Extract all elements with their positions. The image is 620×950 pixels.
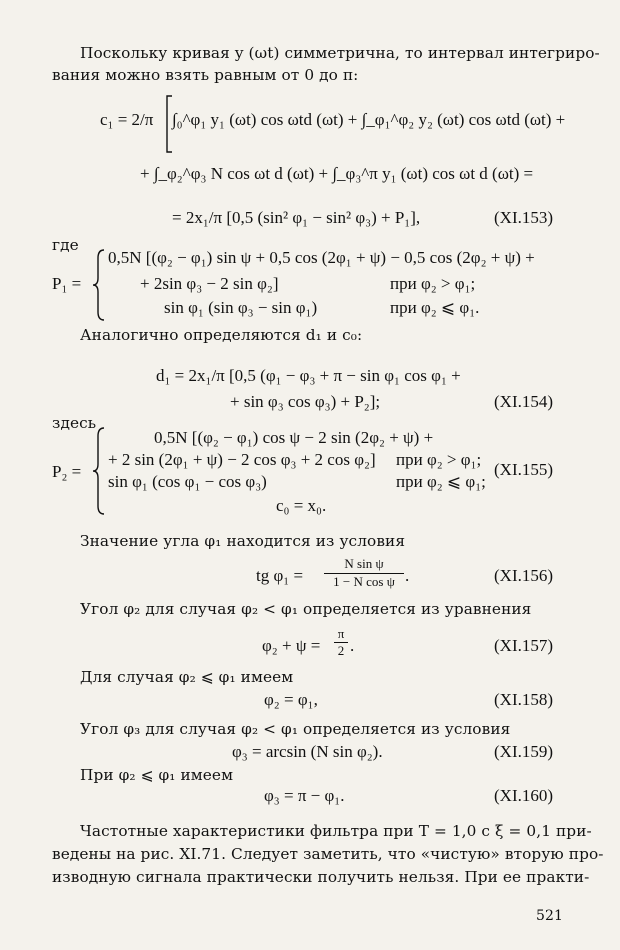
- eq155-number: (XI.155): [494, 460, 554, 479]
- eq156-lhs: tg φ₁ =: [256, 566, 304, 585]
- intro-line-2: вания можно взять равным от 0 до π:: [52, 66, 359, 84]
- eq159-body: φ₃ = arcsin (N sin φ₂).: [232, 742, 383, 761]
- eq160-number: (XI.160): [494, 786, 554, 805]
- p1-line-1: 0,5N [(φ₂ − φ₁) sin ψ + 0,5 cos (2φ₁ + ψ) − 0,5 cos (2φ₂ + ψ) +: [108, 248, 535, 267]
- eq157-tail: .: [350, 636, 355, 655]
- p1-lhs: P₁ =: [52, 274, 82, 293]
- p2-line-2: + 2 sin (2φ₁ + ψ) − 2 cos φ₃ + 2 cos φ₂]: [108, 450, 376, 469]
- when-text: При φ₂ ⩽ φ₁ имеем: [80, 766, 234, 784]
- c0-equation: c₀ = x₀.: [276, 496, 327, 515]
- analog-text: Аналогично определяются d₁ и c₀:: [80, 326, 363, 344]
- angle3-text: Угол φ₃ для случая φ₂ < φ₁ определяется из условия: [80, 720, 511, 738]
- eq157-denominator: 2: [337, 643, 345, 658]
- p1-brace-icon: [92, 248, 106, 322]
- p2-line-1: 0,5N [(φ₂ − φ₁) cos ψ − 2 sin (2φ₂ + ψ) +: [154, 428, 434, 447]
- eq154-number: (XI.154): [494, 392, 554, 411]
- eq156-tail: .: [405, 566, 410, 585]
- eq156-denominator: 1 − N cos ψ: [333, 574, 395, 589]
- intro-line-1: Поскольку кривая y (ωt) симметрична, то интервал интегриро-: [80, 44, 600, 62]
- p1-line-3: sin φ₁ (sin φ₃ − sin φ₁): [164, 298, 318, 317]
- p2-brace-icon: [92, 426, 106, 516]
- eq153-number: (XI.153): [494, 208, 554, 227]
- here-label: здесь: [52, 414, 97, 432]
- p1-line-3-condition: при φ₂ ⩽ φ₁.: [390, 298, 480, 317]
- eq156-fraction: [324, 556, 404, 590]
- final-line-2: ведены на рис. XI.71. Следует заметить, что «чистую» вторую про-: [52, 845, 604, 863]
- eq158-number: (XI.158): [494, 690, 554, 709]
- p2-lhs: P₂ =: [52, 462, 82, 481]
- eq156-numerator: N sin ψ: [324, 556, 404, 574]
- case-text: Для случая φ₂ ⩽ φ₁ имеем: [80, 668, 294, 686]
- final-line-3: изводную сигнала практически получить нельзя. При ее практи-: [52, 868, 590, 886]
- p2-line-3: sin φ₁ (cos φ₁ − cos φ₃): [108, 472, 267, 491]
- eq156-number: (XI.156): [494, 566, 554, 585]
- eq158-body: φ₂ = φ₁,: [264, 690, 318, 709]
- eq157-numerator: π: [334, 626, 348, 643]
- eq159-number: (XI.159): [494, 742, 554, 761]
- angle2-text: Угол φ₂ для случая φ₂ < φ₁ определяется из уравнения: [80, 600, 532, 618]
- p2-line-3-condition: при φ₂ ⩽ φ₁;: [396, 472, 486, 491]
- eq160-body: φ₃ = π − φ₁.: [264, 786, 345, 805]
- eq153-line-3: = 2x₁/π [0,5 (sin² φ₁ − sin² φ₃) + P₁],: [172, 208, 421, 227]
- eq154-line-1: d₁ = 2x₁/π [0,5 (φ₁ − φ₃ + π − sin φ₁ cos φ₁ +: [156, 366, 461, 385]
- eq153-line-1: ∫₀^φ₁ y₁ (ωt) cos ωtd (ωt) + ∫_φ₁^φ₂ y₂ (ωt) cos ωtd (ωt) +: [172, 110, 566, 129]
- page-number: 521: [536, 908, 564, 924]
- p1-line-2: + 2sin φ₃ − 2 sin φ₂]: [140, 274, 279, 293]
- eq154-line-2: + sin φ₃ cos φ₃) + P₂];: [230, 392, 381, 411]
- eq153-line-2: + ∫_φ₂^φ₃ N cos ωt d (ωt) + ∫_φ₃^π y₁ (ωt) cos ωt d (ωt) =: [140, 164, 534, 183]
- p1-line-2-condition: при φ₂ > φ₁;: [390, 274, 476, 293]
- eq153-lhs: c₁ = 2/π: [100, 110, 154, 129]
- where-label: где: [52, 236, 79, 254]
- angle1-text: Значение угла φ₁ находится из условия: [80, 532, 406, 550]
- final-line-1: Частотные характеристики фильтра при T = 1,0 с ξ = 0,1 при-: [80, 822, 592, 840]
- p2-line-2-condition: при φ₂ > φ₁;: [396, 450, 482, 469]
- eq157-number: (XI.157): [494, 636, 554, 655]
- eq157-lhs: φ₂ + ψ =: [262, 636, 321, 655]
- eq157-fraction: [334, 626, 348, 659]
